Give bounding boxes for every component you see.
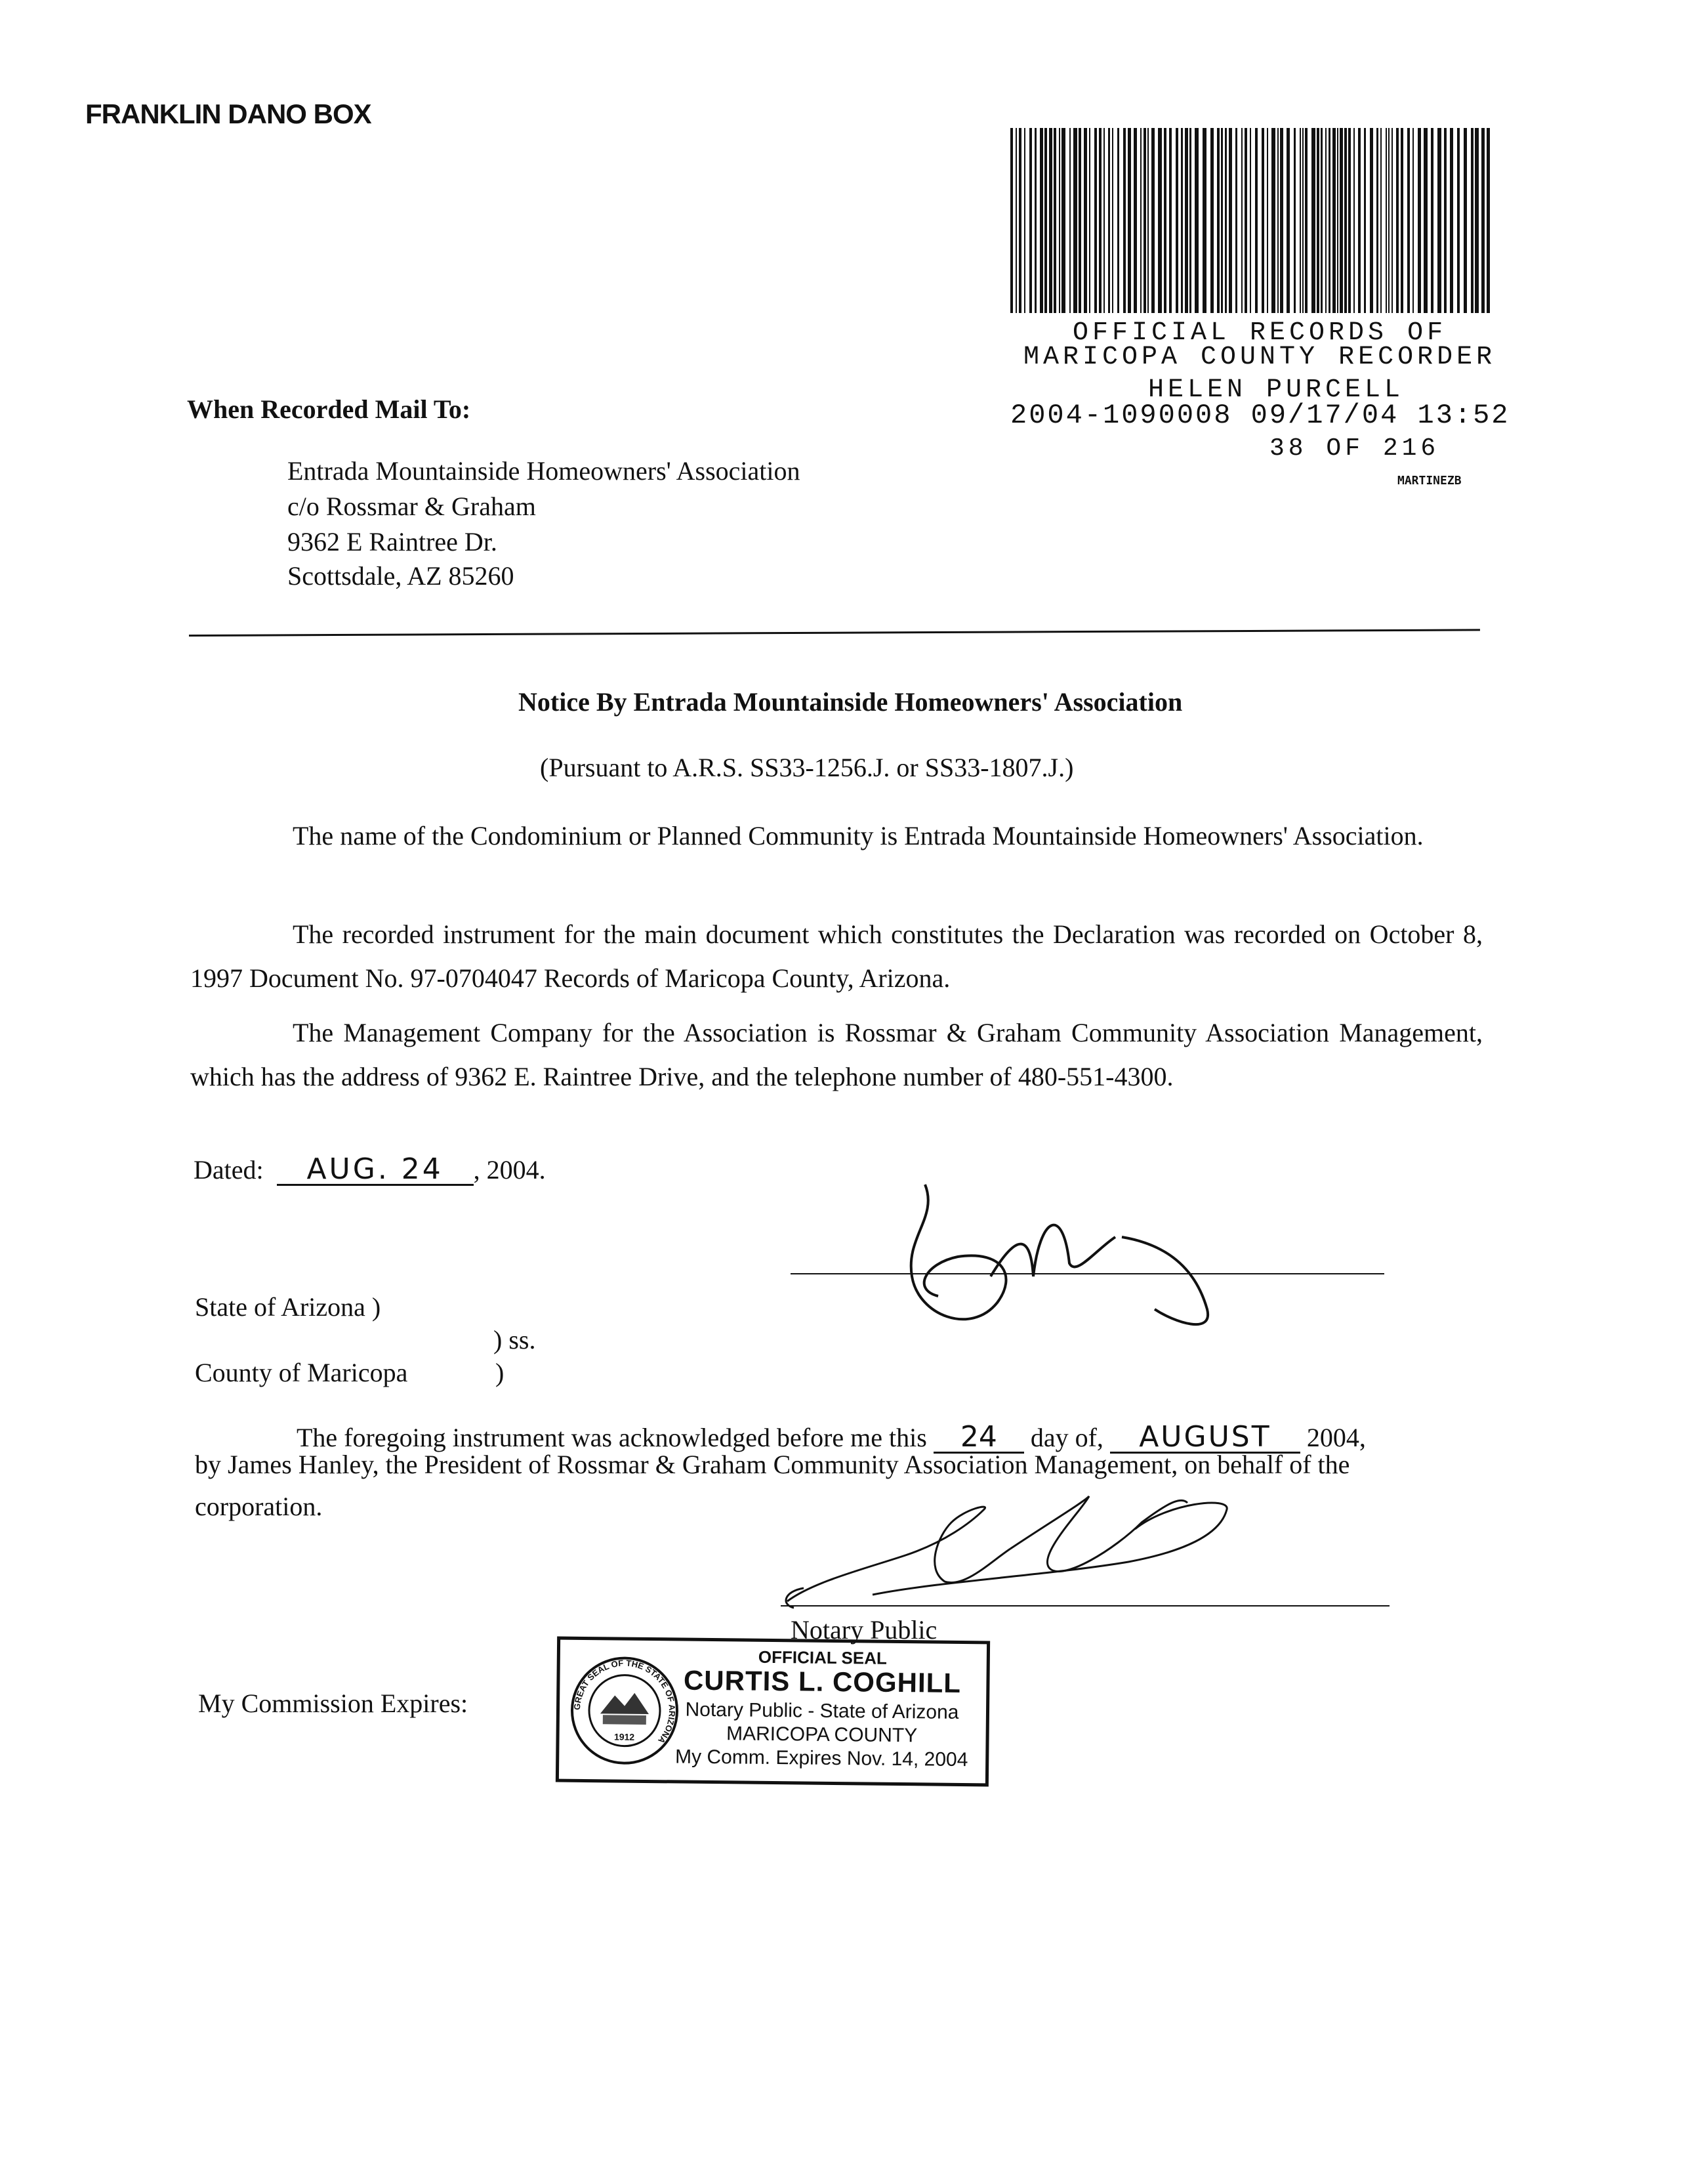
barcode-bar <box>1147 128 1149 313</box>
barcode-bar <box>1364 128 1366 313</box>
barcode-bar <box>1424 128 1428 313</box>
barcode-bar <box>1079 128 1081 313</box>
barcode-bar <box>1181 128 1183 313</box>
barcode-bar <box>1255 128 1258 313</box>
barcode-bar <box>1267 128 1268 313</box>
divider-rule <box>189 629 1480 637</box>
barcode-bar <box>1241 128 1243 313</box>
barcode-bar <box>1210 128 1214 313</box>
venue-ss: ) ss. <box>493 1325 536 1354</box>
seal-name: CURTIS L. COGHILL <box>683 1664 962 1699</box>
barcode-bar <box>1229 128 1232 313</box>
barcode-bar <box>1084 128 1087 313</box>
barcode-bar <box>1089 128 1090 313</box>
ack-month-field <box>1110 1420 1300 1454</box>
mail-to-line-1: Entrada Mountainside Homeowners' Association <box>287 456 800 486</box>
barcode-bar <box>1340 128 1343 313</box>
state-seal-year: 1912 <box>613 1731 635 1742</box>
recorder-line-4: 2004-1090008 09/17/04 13:52 <box>1010 400 1510 431</box>
barcode-bar <box>1176 128 1178 313</box>
notary-signature-line <box>781 1605 1390 1606</box>
handwritten-signature <box>899 1178 1306 1342</box>
mail-to-line-4: Scottsdale, AZ 85260 <box>287 561 514 591</box>
notary-signature <box>774 1483 1247 1614</box>
barcode-bar <box>1094 128 1097 313</box>
barcode-bar <box>1221 128 1223 313</box>
barcode-bar <box>1059 128 1060 313</box>
barcode-bar <box>1250 128 1251 313</box>
barcode-bar <box>1016 128 1017 313</box>
recorder-line-2: MARICOPA COUNTY RECORDER <box>1023 343 1496 372</box>
barcode-bar <box>1457 128 1460 313</box>
barcode-bar <box>1117 128 1119 313</box>
barcode-bar <box>1044 128 1047 313</box>
recorder-line-3: HELEN PURCELL <box>1148 375 1405 405</box>
acknowledgment-line-3: corporation. <box>195 1492 323 1521</box>
barcode-bar <box>1010 128 1013 313</box>
barcode-bar <box>1169 128 1172 313</box>
barcode-bar <box>1185 128 1188 313</box>
barcode-bar <box>1311 128 1315 313</box>
barcode-bar <box>1412 128 1414 313</box>
barcode-bar <box>1388 128 1390 313</box>
official-seal-stamp <box>556 1637 990 1787</box>
seal-line-3: My Comm. Expires Nov. 14, 2004 <box>674 1746 968 1771</box>
barcode-bar <box>1287 128 1290 313</box>
barcode-bar <box>1019 128 1021 313</box>
seal-line-2: MARICOPA COUNTY <box>726 1723 918 1747</box>
barcode <box>1010 128 1496 313</box>
barcode-bar <box>1358 128 1361 313</box>
barcode-bar <box>1140 128 1142 313</box>
barcode-bar <box>1391 128 1393 313</box>
barcode-bar <box>1344 128 1347 313</box>
barcode-bar <box>1280 128 1283 313</box>
barcode-bar <box>1271 128 1275 313</box>
barcode-bar <box>1217 128 1220 313</box>
barcode-bar <box>1431 128 1433 313</box>
barcode-bar <box>1035 128 1037 313</box>
barcode-bar <box>1024 128 1025 313</box>
barcode-bar <box>1108 128 1110 313</box>
barcode-bar <box>1195 128 1199 313</box>
recorder-clerk: MARTINEZB <box>1397 474 1462 488</box>
seal-line-1: Notary Public - State of Arizona <box>685 1698 959 1723</box>
ack-part-3: 2004, <box>1306 1423 1366 1452</box>
barcode-bar <box>1054 128 1056 313</box>
venue-state: State of Arizona ) <box>195 1292 381 1322</box>
recorder-line-5: 38 OF 216 <box>1269 434 1440 463</box>
barcode-bar <box>1396 128 1399 313</box>
barcode-bar <box>1475 128 1479 313</box>
commission-label: My Commission Expires: <box>198 1689 468 1718</box>
notice-subtitle: (Pursuant to A.R.S. SS33-1256.J. or SS33-1807.J.) <box>540 753 1074 782</box>
barcode-bar <box>1401 128 1403 313</box>
barcode-bar <box>1380 128 1382 313</box>
paragraph-management: The Management Company for the Association is Rossmar & Graham Community Association Management, which has the address of 9362 E. Raintree Drive, and the telephone number of 480-551-4300. <box>190 1018 1483 1091</box>
barcode-bar <box>1317 128 1319 313</box>
barcode-bar <box>1407 128 1410 313</box>
barcode-bar <box>1481 128 1485 313</box>
barcode-bar <box>1235 128 1237 313</box>
ack-part-2: day of, <box>1030 1423 1103 1452</box>
barcode-bar <box>1471 128 1474 313</box>
barcode-bar <box>1329 128 1330 313</box>
barcode-bar <box>1262 128 1264 313</box>
barcode-bar <box>1112 128 1113 313</box>
dated-handwritten: AUG. 24 <box>306 1152 443 1186</box>
barcode-bar <box>1099 128 1102 313</box>
ack-day-handwritten: 24 <box>960 1420 997 1454</box>
venue-county: County of Maricopa <box>195 1358 408 1387</box>
barcode-bar <box>1321 128 1323 313</box>
barcode-bar <box>1144 128 1146 313</box>
dated-label: Dated: <box>194 1155 264 1185</box>
ack-month-handwritten: AUGUST <box>1139 1420 1271 1454</box>
barcode-bar <box>1337 128 1338 313</box>
barcode-bar <box>1164 128 1166 313</box>
ack-day-field <box>934 1420 1024 1454</box>
venue-paren: ) <box>495 1358 505 1387</box>
header-stamp: FRANKLIN DANO BOX <box>85 98 371 129</box>
barcode-bar <box>1437 128 1441 313</box>
barcode-bar <box>1325 128 1327 313</box>
barcode-bar <box>1386 128 1387 313</box>
dated-field <box>277 1152 474 1186</box>
barcode-bar <box>1203 128 1206 313</box>
barcode-bar <box>1049 128 1052 313</box>
barcode-bar <box>1353 128 1355 313</box>
barcode-bar <box>1302 128 1304 313</box>
barcode-bar <box>1348 128 1351 313</box>
mail-to-heading: When Recorded Mail To: <box>187 394 471 424</box>
barcode-bar <box>1040 128 1043 313</box>
barcode-bar <box>1073 128 1077 313</box>
recorder-line-1: OFFICIAL RECORDS OF <box>1073 318 1447 348</box>
barcode-bar <box>1332 128 1336 313</box>
acknowledgment-line-1 <box>297 1420 1366 1454</box>
barcode-bar <box>1134 128 1137 313</box>
barcode-bar <box>1158 128 1162 313</box>
paragraph-community-name: The name of the Condominium or Planned Community is Entrada Mountainside Homeowners' Association. <box>293 821 1424 850</box>
barcode-bar <box>1061 128 1065 313</box>
barcode-bar <box>1151 128 1155 313</box>
barcode-bar <box>1294 128 1296 313</box>
paragraph-declaration: The recorded instrument for the main document which constitutes the Declaration was recorded on October 8, 1997 Document No. 97-0704047 Records of Maricopa County, Arizona. <box>190 919 1483 993</box>
barcode-bar <box>1069 128 1071 313</box>
barcode-bar <box>1418 128 1421 313</box>
barcode-bar <box>1487 128 1490 313</box>
barcode-bar <box>1376 128 1378 313</box>
state-seal-ring-text: GREAT SEAL OF THE STATE OF ARIZONA <box>571 1658 678 1746</box>
barcode-bar <box>1128 128 1131 313</box>
barcode-bar <box>1189 128 1191 313</box>
barcode-bar <box>1305 128 1308 313</box>
barcode-bar <box>1464 128 1467 313</box>
barcode-bar <box>1370 128 1373 313</box>
ack-part-1: The foregoing instrument was acknowledged before me this <box>297 1423 927 1452</box>
barcode-bar <box>1277 128 1279 313</box>
mail-to-line-3: 9362 E Raintree Dr. <box>287 527 497 556</box>
barcode-bar <box>1245 128 1247 313</box>
mail-to-line-2: c/o Rossmar & Graham <box>287 492 536 521</box>
barcode-bar <box>1225 128 1227 313</box>
dated-year: , 2004. <box>473 1155 546 1185</box>
barcode-bar <box>1444 128 1447 313</box>
notice-title: Notice By Entrada Mountainside Homeowners' Association <box>518 687 1183 717</box>
barcode-bar <box>1123 128 1126 313</box>
dated-line <box>194 1152 546 1186</box>
barcode-bar <box>1450 128 1453 313</box>
notary-label: Notary Public <box>791 1615 938 1645</box>
barcode-bar <box>1029 128 1032 313</box>
barcode-bar <box>1300 128 1301 313</box>
barcode-bar <box>1103 128 1105 313</box>
seal-heading: OFFICIAL SEAL <box>758 1647 888 1668</box>
acknowledgment-line-2: by James Hanley, the President of Rossmar & Graham Community Association Management, on behalf of the <box>195 1450 1350 1479</box>
